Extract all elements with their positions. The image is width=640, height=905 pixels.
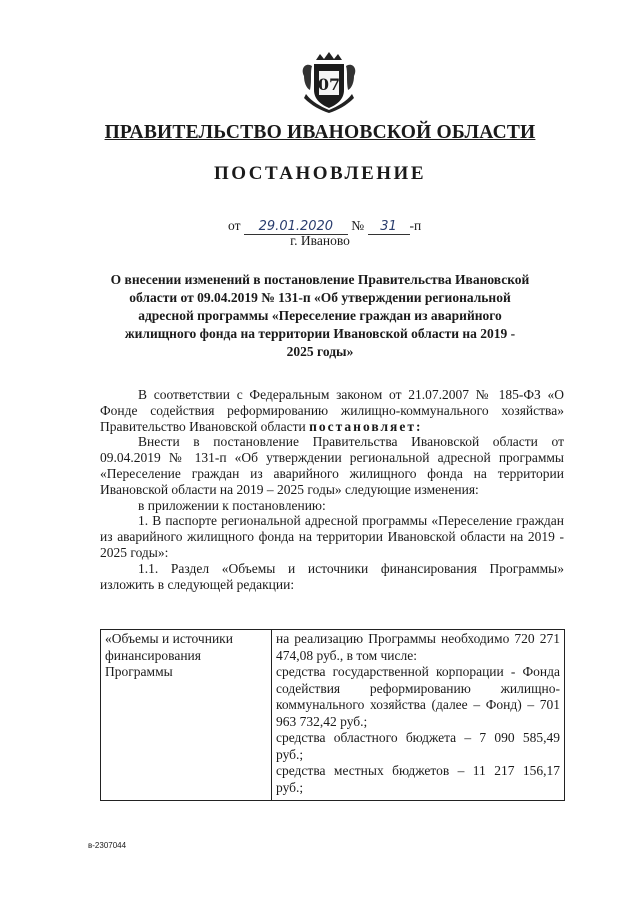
table-row — [101, 630, 565, 801]
city: г. Иваново — [290, 233, 350, 248]
preamble-text: В соответствии с Федеральным законом от 21.07.2007 № 185-ФЗ «О Фонде содействия реформированию жилищно-коммунального хозяйства» Правительство Ивановской области — [100, 387, 564, 434]
number-suffix: -п — [409, 218, 422, 233]
funding-regional: средства областного бюджета – 7 090 585,49 руб.; — [276, 730, 560, 762]
document-body — [100, 387, 564, 592]
document-type: ПОСТАНОВЛЕНИЕ — [213, 163, 427, 184]
funding-fund: средства государственной корпорации - Фонда содействия реформированию жилищно-коммунального хозяйства (далее – Фонд) – 701 963 732,42 руб.; — [276, 664, 560, 729]
table-label-cell: «Объемы и источники финансирования Программы — [101, 630, 272, 801]
date-prefix: от — [228, 218, 241, 233]
table-value-cell — [272, 630, 565, 801]
paragraph-preamble — [100, 387, 564, 434]
document-number: 31 — [368, 219, 410, 235]
paragraph-item-1-1: 1.1. Раздел «Объемы и источники финансирования Программы» изложить в следующей редакции: — [100, 560, 564, 592]
coat-of-arms-icon — [296, 50, 362, 114]
funding-local: средства местных бюджетов – 11 217 156,17 руб.; — [276, 763, 560, 795]
paragraph-item-1: 1. В паспорте региональной адресной программы «Переселение граждан из аварийного жилищного фонда на территории Ивановской области на 2019 - 2025 годы»: — [100, 513, 564, 560]
number-prefix: № — [351, 218, 365, 233]
paragraph-amendment: Внести в постановление Правительства Ивановской области от 09.04.2019 № 131-п «Об утверждении региональной адресной программы «Переселение граждан из аварийного жилищного фонда на территории Ивановской области на 2019 – 2025 годы» следующие изменения: — [100, 434, 564, 497]
document-subject: О внесении изменений в постановление Правительства Ивановской области от 09.04.2019 № 131-п «Об утверждении региональной адресной программы «Переселение граждан из аварийного жилищного фонда на территории Ивановской области на 2019 - 2025 годы» — [110, 272, 530, 359]
decree-keyword: постановляет: — [309, 418, 423, 434]
footer-code: в-2307044 — [88, 841, 127, 850]
funding-table — [100, 629, 565, 801]
paragraph-appendix: в приложении к постановлению: — [138, 497, 326, 513]
government-title: ПРАВИТЕЛЬСТВО ИВАНОВСКОЙ ОБЛАСТИ — [104, 122, 536, 143]
svg-text:07: 07 — [317, 75, 341, 94]
funding-total: на реализацию Программы необходимо 720 271 474,08 руб., в том числе: — [276, 631, 560, 663]
document-date: 29.01.2020 — [244, 219, 348, 235]
